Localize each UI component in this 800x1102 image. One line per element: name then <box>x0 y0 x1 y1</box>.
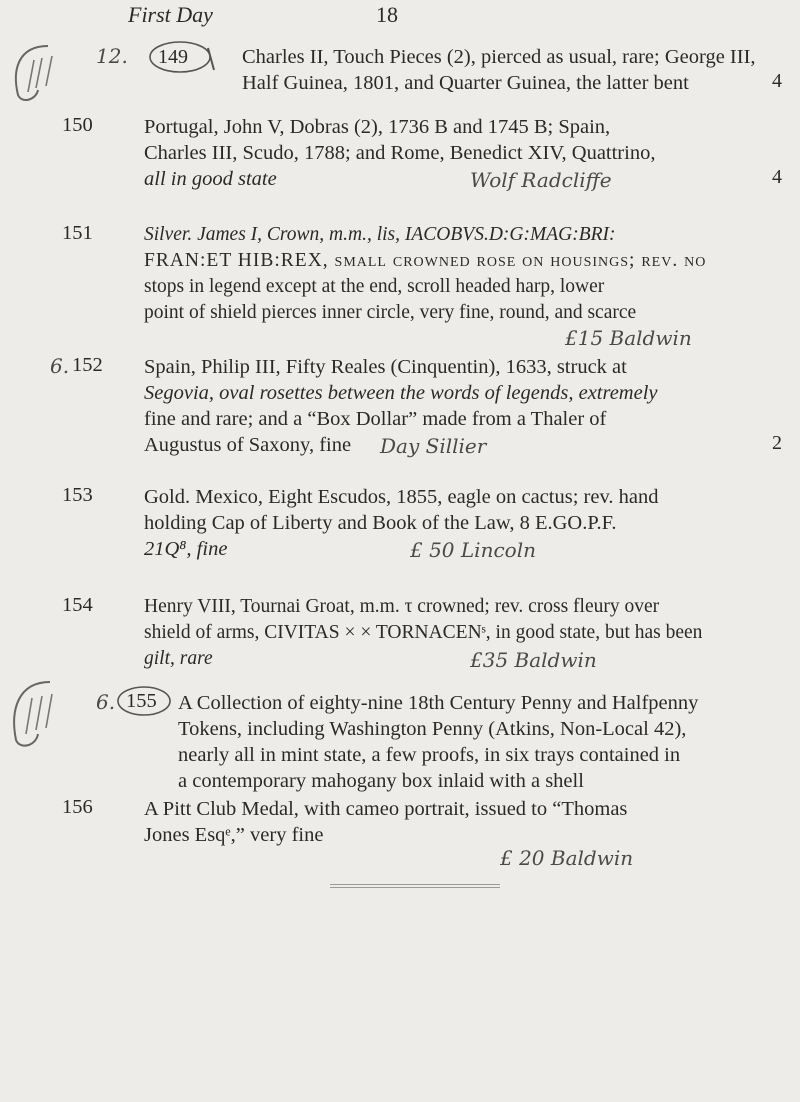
lot-152-annotation: Day Sillier <box>380 434 487 458</box>
lot-154-annotation: £35 Baldwin <box>470 648 597 672</box>
lot-156: A Pitt Club Medal, with cameo portrait, issued to “Thomas Jones Esqᵉ,” very fine <box>144 798 628 846</box>
lot-155: A Collection of eighty-nine 18th Century Penny and Halfpenny Tokens, including Washington Penny (Atkins, Non-Local 42), nearly all in mint state, a few proofs, in six trays contained in a contemporary mahogany box inlaid with a shell <box>178 692 699 792</box>
section-divider <box>330 884 500 888</box>
lot-155-number: 155 <box>126 690 157 712</box>
lot-149-price: 4 <box>772 70 782 92</box>
lot-152-price: 2 <box>772 432 782 454</box>
lot-156-annotation: £ 20 Baldwin <box>500 846 634 870</box>
lot-152-hand-prefix: 6. <box>50 354 70 378</box>
lot-152: Spain, Philip III, Fifty Reales (Cinquentin), 1633, struck at Segovia, oval rosettes between the words of legends, extremely fine and rare; and a “Box Dollar” made from a Thaler of Augustus of Saxony, fine <box>144 356 658 456</box>
lot-153: Gold. Mexico, Eight Escudos, 1855, eagle on cactus; rev. hand holding Cap of Liberty and Book of the Law, 8 E.GO.P.F. 21Q⁸, fine <box>144 486 659 560</box>
lot-151-annotation: £15 Baldwin <box>565 326 692 350</box>
lot-150-annotation: Wolf Radcliffe <box>470 168 612 192</box>
lot-149-hand-prefix: 12. <box>96 44 128 68</box>
day-header: First Day <box>128 2 213 27</box>
lot-150-price: 4 <box>772 166 782 188</box>
pencil-bracket-mark <box>8 40 78 110</box>
lot-152-number: 152 <box>72 354 103 376</box>
page-number: 18 <box>376 2 398 27</box>
lot-150-number: 150 <box>62 114 93 136</box>
lot-154-number: 154 <box>62 594 93 616</box>
lot-156-number: 156 <box>62 796 93 818</box>
lot-151: Silver. James I, Crown, m.m., lis, IACOBVS.D:G:MAG:BRI: FRAN:ET HIB:REX, small crowned rose on housings; rev. no stops in legend except at the end, scroll headed harp, lower point of shield pierces inner circle, very fine, round, and scarce <box>144 224 707 323</box>
lot-150: Portugal, John V, Dobras (2), 1736 B and 1745 B; Spain, Charles III, Scudo, 1788; and Rome, Benedict XIV, Quattrino, all in good state <box>144 116 656 190</box>
lot-151-number: 151 <box>62 222 93 244</box>
lot-153-number: 153 <box>62 484 93 506</box>
lot-149-number: 149 <box>158 46 188 68</box>
lot-155-hand-prefix: 6. <box>96 690 116 714</box>
lot-153-annotation: £ 50 Lincoln <box>410 538 536 562</box>
lot-154: Henry VIII, Tournai Groat, m.m. τ crowned; rev. cross fleury over shield of arms, CIVITAS × × TORNACENˢ, in good state, but has been gilt, rare <box>144 596 703 669</box>
pencil-bracket-mark <box>6 676 78 756</box>
lot-149: Charles II, Touch Pieces (2), pierced as usual, rare; George III, Half Guinea, 1801, and Quarter Guinea, the latter bent <box>242 46 756 94</box>
